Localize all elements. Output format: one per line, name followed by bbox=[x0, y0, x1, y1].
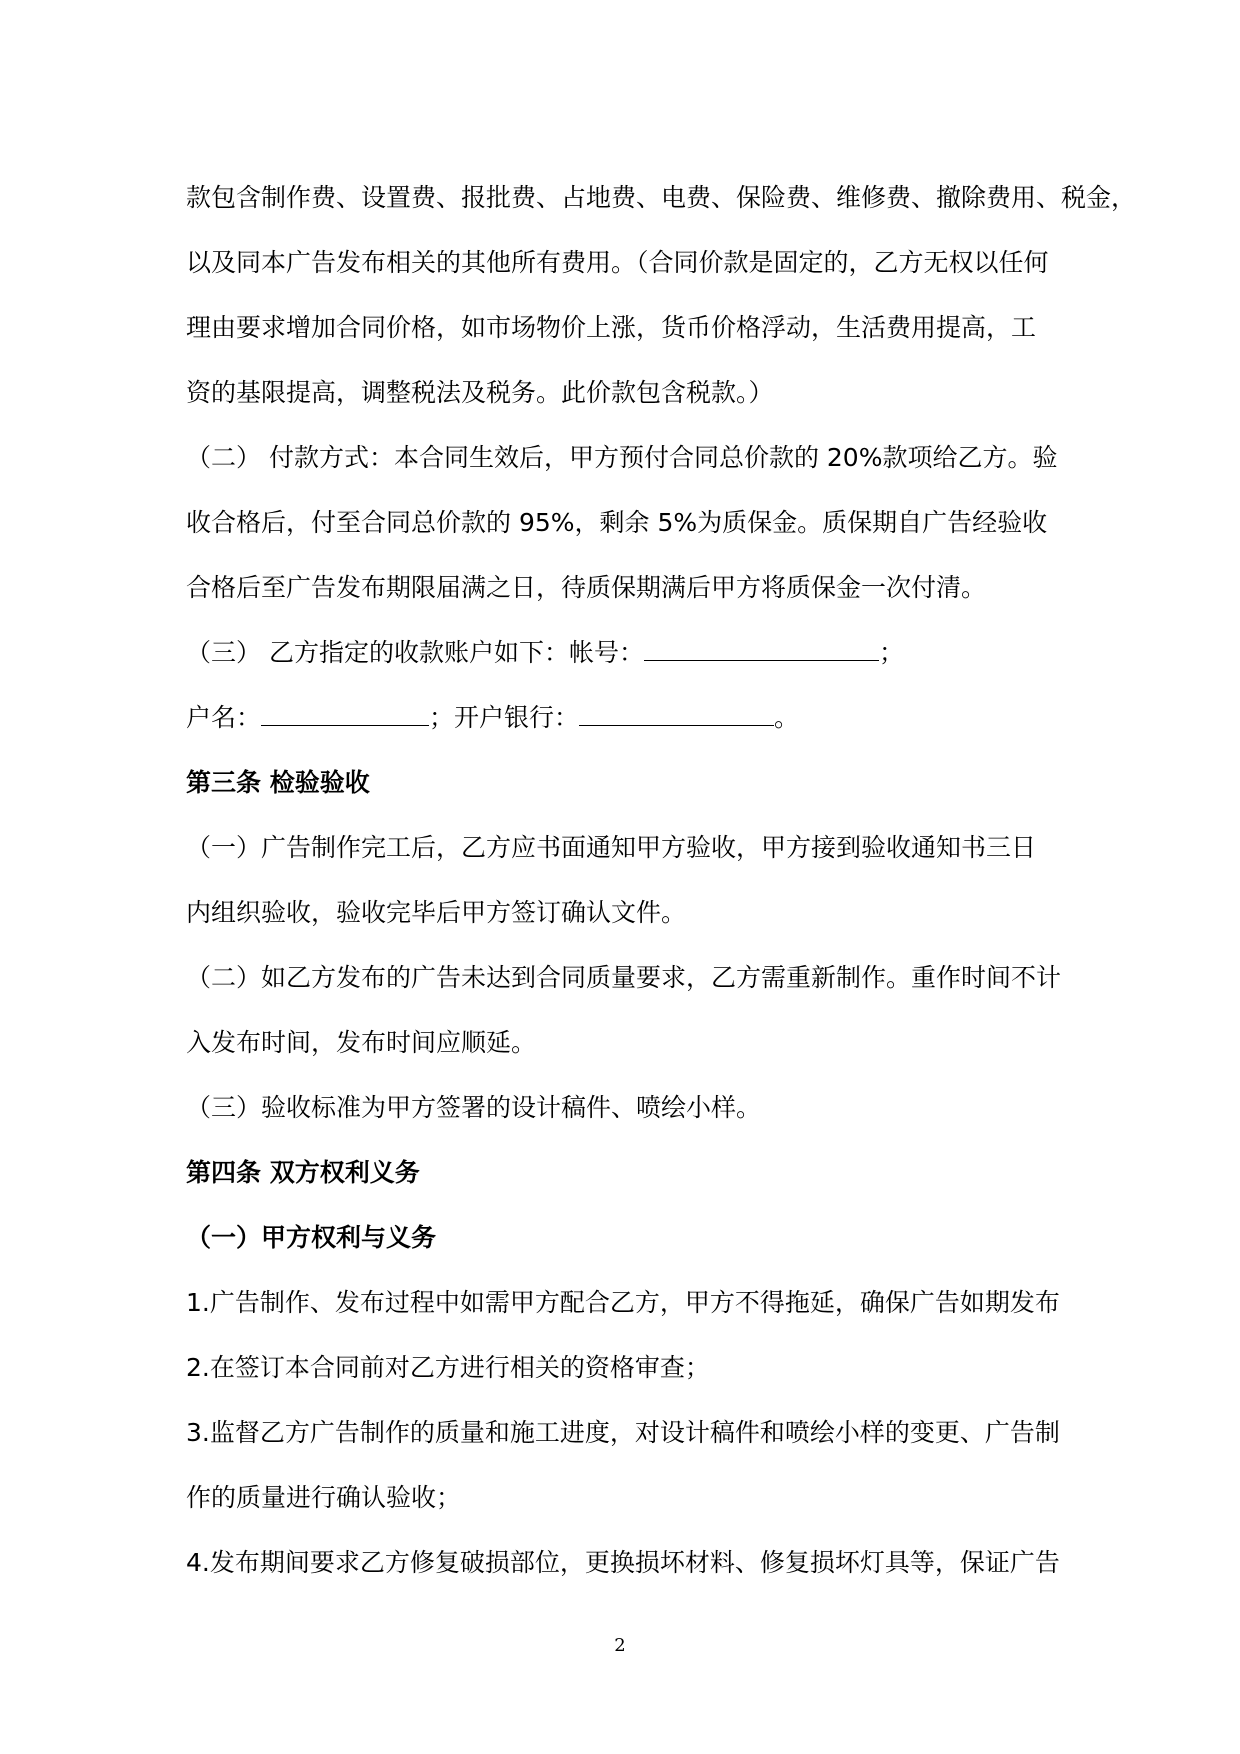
page-number: 2 bbox=[614, 1635, 626, 1656]
article-4-line: 4.发布期间要求乙方修复破损部位，更换损坏材料、修复损坏灯具等，保证广告 bbox=[186, 1548, 1060, 1577]
paragraph-line: 款包含制作费、设置费、报批费、占地费、电费、保险费、维修费、撤除费用、税金， bbox=[186, 183, 1137, 212]
account-number-blank bbox=[644, 638, 879, 661]
account-name-label: 户名： bbox=[186, 703, 262, 732]
account-label: （三） 乙方指定的收款账户如下：帐号： bbox=[186, 638, 644, 667]
article-3-line: （二）如乙方发布的广告未达到合同质量要求，乙方需重新制作。重作时间不计 bbox=[186, 963, 1062, 992]
article-4-heading: 第四条 双方权利义务 bbox=[186, 1158, 420, 1187]
paragraph-line: 合格后至广告发布期限届满之日，待质保期满后甲方将质保金一次付清。 bbox=[186, 573, 987, 602]
account-line bbox=[186, 620, 1066, 685]
article-4-line: 1.广告制作、发布过程中如需甲方配合乙方，甲方不得拖延，确保广告如期发布 bbox=[186, 1288, 1060, 1317]
paragraph-line: （二） 付款方式：本合同生效后，甲方预付合同总价款的 20%款项给乙方。验 bbox=[186, 443, 1058, 472]
bank-label: ；开户银行： bbox=[429, 703, 580, 732]
paragraph-line: 资的基限提高，调整税法及税务。此价款包含税款。） bbox=[186, 378, 774, 407]
account-name-blank bbox=[261, 703, 429, 726]
article-3-line: 入发布时间，发布时间应顺延。 bbox=[186, 1028, 537, 1057]
article-3-line: （一）广告制作完工后，乙方应书面通知甲方验收，甲方接到验收通知书三日 bbox=[186, 833, 1037, 862]
article-3-line: 内组织验收，验收完毕后甲方签订确认文件。 bbox=[186, 898, 687, 927]
article-3-line: （三）验收标准为甲方签署的设计稿件、喷绘小样。 bbox=[186, 1093, 762, 1122]
account-line-end: ； bbox=[878, 638, 904, 667]
article-4-line: 2.在签订本合同前对乙方进行相关的资格审查； bbox=[186, 1353, 710, 1382]
article-4-subheading: （一）甲方权利与义务 bbox=[186, 1223, 437, 1252]
article-4-line: 作的质量进行确认验收； bbox=[186, 1483, 462, 1512]
paragraph-line: 收合格后，付至合同总价款的 95%，剩余 5%为质保金。质保期自广告经验收 bbox=[186, 508, 1048, 537]
article-4-line: 3.监督乙方广告制作的质量和施工进度，对设计稿件和喷绘小样的变更、广告制 bbox=[186, 1418, 1060, 1447]
paragraph-line: 理由要求增加合同价格，如市场物价上涨，货币价格浮动，生活费用提高，工 bbox=[186, 313, 1037, 342]
account-name-line bbox=[186, 685, 1066, 750]
bank-name-blank bbox=[579, 703, 774, 726]
document-body bbox=[186, 165, 1137, 1595]
account-name-line-end: 。 bbox=[774, 703, 800, 732]
paragraph-line: 以及同本广告发布相关的其他所有费用。（合同价款是固定的，乙方无权以任何 bbox=[186, 248, 1049, 277]
article-3-heading: 第三条 检验验收 bbox=[186, 768, 370, 797]
